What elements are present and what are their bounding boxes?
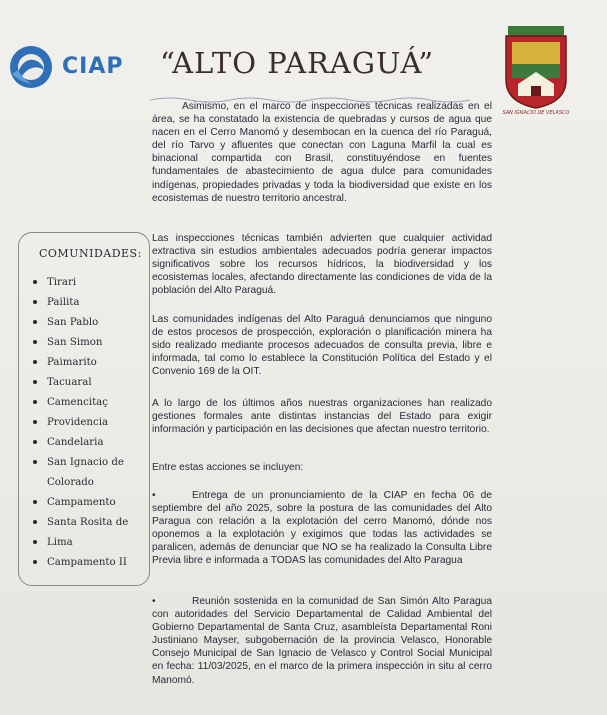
community-item <box>33 313 128 333</box>
community-name: Tacuaral <box>47 377 92 388</box>
community-item <box>33 393 128 413</box>
community-name: San Pablo <box>47 317 99 328</box>
paragraph-5: Entre estas acciones se incluyen: <box>152 462 304 473</box>
community-item <box>33 453 128 473</box>
community-item <box>33 333 128 353</box>
shield-caption: SAN IGNACIO DE VELASCO <box>502 110 570 116</box>
communities-list <box>33 273 128 573</box>
communities-sidebar <box>18 232 150 586</box>
community-name: Camencitaç <box>47 397 108 408</box>
ciap-logo <box>8 44 136 90</box>
bullet-icon <box>33 280 37 284</box>
community-name: Lima <box>47 537 73 548</box>
bullet-icon <box>33 320 37 324</box>
community-name: Campamento II <box>47 557 127 568</box>
bullet-icon <box>33 560 37 564</box>
bullet-icon <box>33 400 37 404</box>
bullet-icon <box>33 440 37 444</box>
community-name: Providencia <box>47 417 109 428</box>
community-name: Tirari <box>47 277 77 288</box>
paragraph-3: Las comunidades indígenas del Alto Paraguá denunciamos que ninguno de estos procesos de prospección, exploración o planificación minera ha sido realizado mediante procesos adecuados de consulta previa, libre e informada, tal como lo establece la Constitución Política del Estado y el Convenio 169 de la OIT. <box>152 314 492 378</box>
bullet-icon: • <box>152 596 156 607</box>
paragraph-2: Las inspecciones técnicas también advierten que cualquier actividad extractiva sin estudios ambientales adecuados podría generar impactos significativos sobre los recursos hídricos, la biodiversidad y los ecosistemas locales, afectando directamente las condiciones de vida de la población del Alto Paraguá. <box>152 233 492 297</box>
bullet-icon: • <box>152 490 156 501</box>
ciap-wordmark: CIAP <box>62 54 124 79</box>
sidebar-title: COMUNIDADES: <box>39 247 142 260</box>
community-name: Colorado <box>47 477 94 488</box>
bullet-icon <box>33 500 37 504</box>
community-item <box>33 513 128 533</box>
municipal-shield-icon <box>500 24 572 110</box>
community-item <box>33 533 128 553</box>
community-name: San Simon <box>47 337 103 348</box>
bullet-icon <box>33 300 37 304</box>
bullet-item-1 <box>152 489 492 568</box>
community-item-continuation <box>33 473 128 493</box>
bullet-icon <box>33 420 37 424</box>
community-item <box>33 373 128 393</box>
community-item <box>33 293 128 313</box>
bullet-icon <box>33 460 37 464</box>
community-name: San Ignacio de <box>47 457 124 468</box>
paragraph-1-text: Asimismo, en el marco de inspecciones técnicas realizadas en el área, se ha constatado la existencia de quebradas y cursos de agua que nacen en el Cerro Manomó y desembocan en la cuenca del río Paraguá, del río Tarvo y afluentes que conectan con Laguna Marfil la cual es binacional compartida con Brasil, constituyéndose en fuentes fundamentales de abastecimiento de agua dulce para comunidades indígenas, propiedades privadas y toda la biodiversidad que existe en los ecosistemas de nuestro territorio ancestral. <box>152 101 492 204</box>
community-item <box>33 273 128 293</box>
community-name: Candelaria <box>47 437 104 448</box>
community-item <box>33 353 128 373</box>
ciap-emblem-icon <box>8 44 54 90</box>
community-name: Santa Rosita de <box>47 517 129 528</box>
page-title: “ALTO PARAGUÁ” <box>160 46 435 80</box>
bullet-icon <box>33 360 37 364</box>
community-item <box>33 433 128 453</box>
community-name: Pailita <box>47 297 80 308</box>
bullet-icon <box>33 380 37 384</box>
community-name: Campamento <box>47 497 116 508</box>
community-item <box>33 553 128 573</box>
bullet-item-1-text: Entrega de un pronunciamiento de la CIAP en fecha 06 de septiembre del año 2025, sobre la postura de las comunidades del Alto Paragua con relación a la explotación del cerro Manomó, dónde nos oponemos a la explotación y exigimos que todas las actividades se paralicen, además de denunciar que NO se ha realizado la Consulta Libre Previa libre e informada a TODAS las comunidades del Alto Paragua <box>152 490 492 567</box>
paragraph-4: A lo largo de los últimos años nuestras organizaciones han realizado gestiones formales ante distintas instancias del Estado para exigir información y participación en las decisiones que afectan nuestro territorio. <box>152 398 492 436</box>
community-item <box>33 493 128 513</box>
community-name: Paimarito <box>47 357 97 368</box>
community-item <box>33 413 128 433</box>
bullet-icon <box>33 540 37 544</box>
bullet-icon <box>33 520 37 524</box>
bullet-icon <box>33 340 37 344</box>
bullet-item-2-text: Reunión sostenida en la comunidad de San Simón Alto Paragua con autoridades del Servicio Departamental de Calidad Ambiental del Gobierno Departamental de Santa Cruz, asambleísta Departamental Roni Justiniano Mayser, subgobernación de la provincia Velasco, Honorable Consejo Municipal de San Ignacio de Velasco y Control Social Municipal en fecha: 11/03/2025, en el marco de la primera inspección in situ al cerro Manomó. <box>152 596 492 686</box>
paragraph-1 <box>152 100 492 205</box>
bullet-item-2 <box>152 595 492 687</box>
